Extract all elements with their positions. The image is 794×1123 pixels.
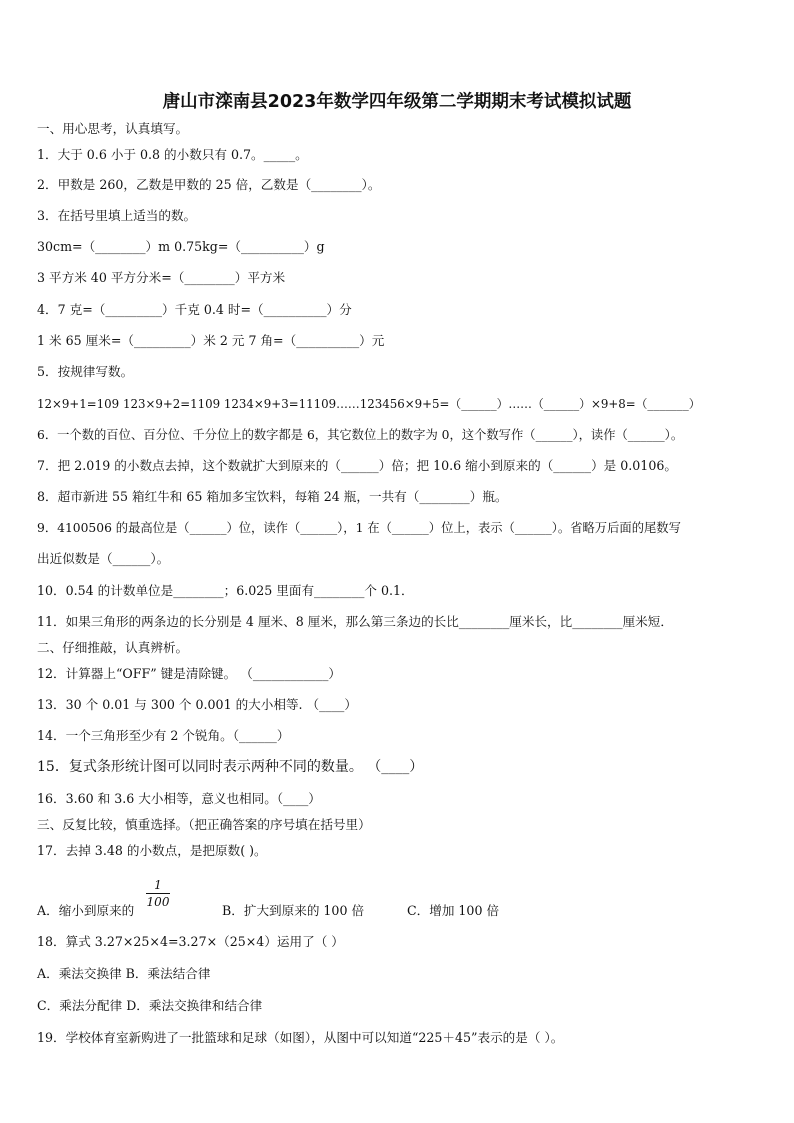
question-3-part-b: 3 平方米 40 平方分米=（________）平方米 — [37, 270, 286, 285]
question-19: 19．学校体育室新购进了一批篮球和足球（如图），从图中可以知道“225＋45”表示的是（ ）。 — [37, 1030, 564, 1045]
question-18: 18．算式 3.27×25×4=3.27×（25×4）运用了（ ） — [37, 934, 344, 949]
question-12: 12．计算器上“OFF” 键是清除键。 （____________） — [37, 666, 341, 681]
question-11: 11．如果三角形的两条边的长分别是 4 厘米、8 厘米，那么第三条边的长比________厘米长，比________厘米短． — [37, 614, 673, 629]
fraction-numerator: 1 — [146, 878, 170, 894]
question-9: 9．4100506 的最高位是（______）位，读作（______），1 在（______）位上，表示（______）。省略万后面的尾数写 — [37, 521, 681, 535]
question-18-options-cd: C．乘法分配律 D．乘法交换律和结合律 — [37, 998, 263, 1013]
question-17-option-a: A．缩小到原来的 — [37, 903, 135, 918]
question-5: 5．按规律写数。 — [37, 364, 134, 379]
question-3: 3．在括号里填上适当的数。 — [37, 208, 197, 223]
question-16: 16．3.60 和 3.6 大小相等，意义也相同。（____） — [37, 791, 321, 806]
question-17: 17．去掉 3.48 的小数点，是把原数( )。 — [37, 843, 267, 858]
question-9-continued: 出近似数是（______）。 — [37, 551, 170, 566]
question-4: 4．7 克=（_________）千克 0.4 时=（__________）分 — [37, 302, 352, 317]
question-7: 7．把 2.019 的小数点去掉，这个数就扩大到原来的（______）倍；把 10.6 缩小到原来的（______）是 0.0106。 — [37, 458, 677, 473]
section-1-heading: 一、用心思考，认真填写。 — [37, 121, 189, 136]
question-17-option-b: B．扩大到原来的 100 倍 — [222, 903, 365, 918]
question-15: 15．复式条形统计图可以同时表示两种不同的数量。 （____） — [37, 759, 424, 775]
question-4-part-b: 1 米 65 厘米=（_________）米 2 元 7 角=（__________）元 — [37, 333, 385, 348]
fraction-denominator: 100 — [146, 895, 170, 909]
question-6: 6．一个数的百位、百分位、千分位上的数字都是 6，其它数位上的数字为 0，这个数写作（______），读作（______）。 — [37, 428, 684, 442]
question-14: 14．一个三角形至少有 2 个锐角。（______） — [37, 728, 290, 743]
section-2-heading: 二、仔细推敲，认真辨析。 — [37, 640, 189, 655]
question-10: 10．0.54 的计数单位是________；6.025 里面有________个 0.1． — [37, 583, 414, 598]
question-1: 1．大于 0.6 小于 0.8 的小数只有 0.7。_____。 — [37, 147, 308, 162]
page-title: 唐山市滦南县2023年数学四年级第二学期期末考试模拟试题 — [162, 92, 632, 112]
question-2: 2．甲数是 260，乙数是甲数的 25 倍，乙数是（________）。 — [37, 177, 381, 192]
question-18-options-ab: A．乘法交换律 B．乘法结合律 — [37, 966, 211, 981]
question-8: 8．超市新进 55 箱红牛和 65 箱加多宝饮料，每箱 24 瓶，一共有（________）瓶。 — [37, 489, 508, 504]
fraction-one-hundredth — [146, 878, 170, 909]
question-3-part-a: 30cm=（________）m 0.75kg=（__________）g — [37, 239, 325, 254]
question-17-option-c: C．增加 100 倍 — [407, 903, 500, 918]
question-5-sequence: 12×9+1=109 123×9+2=1109 1234×9+3=11109……123456×9+5=（______）……（______）×9+8=（_______） — [37, 397, 701, 411]
question-13: 13．30 个 0.01 与 300 个 0.001 的大小相等. （____） — [37, 697, 357, 712]
section-3-heading: 三、反复比较，慎重选择。（把正确答案的序号填在括号里） — [37, 817, 371, 832]
